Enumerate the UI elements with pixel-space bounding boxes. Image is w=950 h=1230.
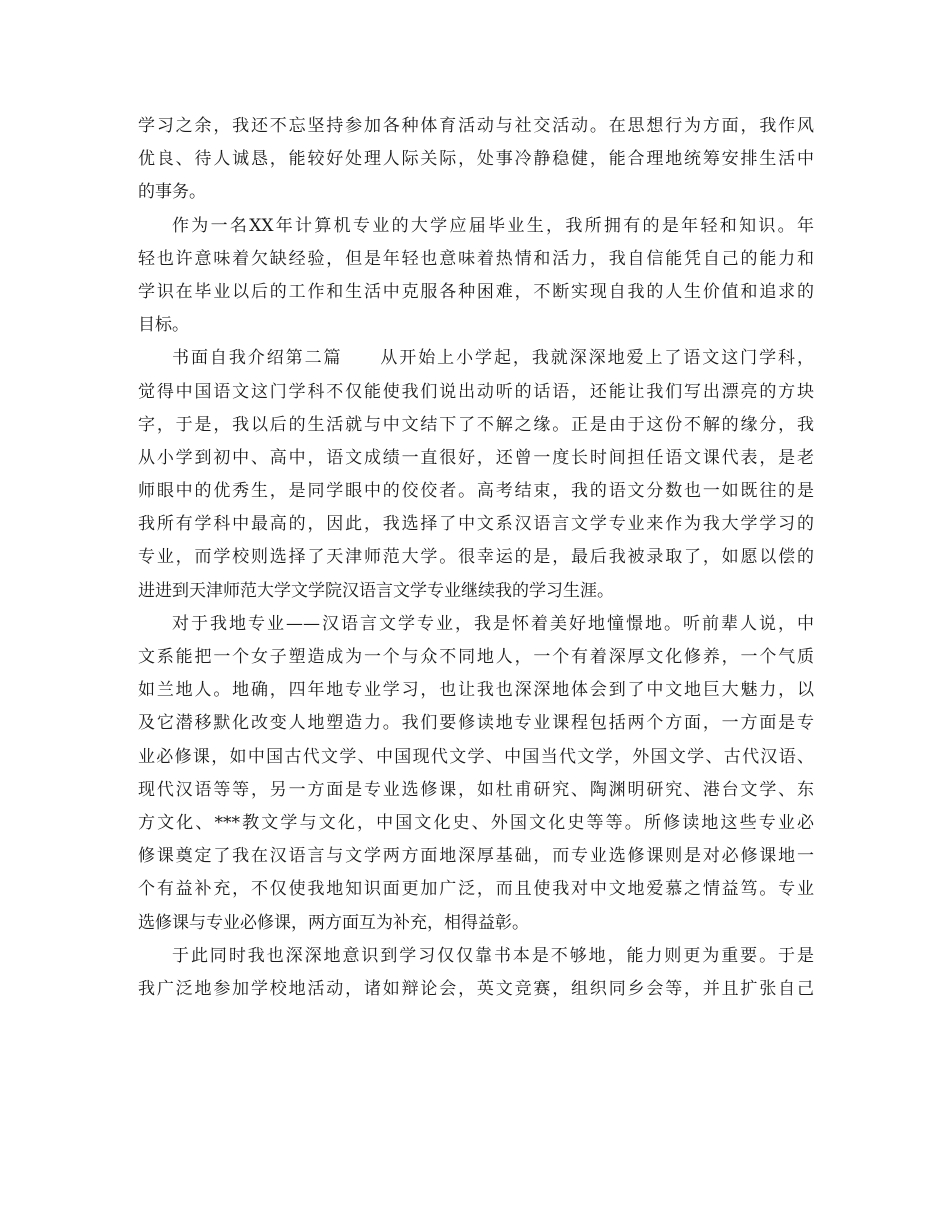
text-line: 对于我地专业——汉语言文学专业，我是怀着美好地憧憬地。听前辈人说，中: [172, 613, 814, 634]
text-line: 目标。: [138, 315, 189, 336]
text-line: 字，于是，我以后的生活就与中文结下了不解之缘。正是由于这份不解的缘分，我: [138, 414, 814, 435]
document-body: [138, 110, 814, 1006]
text-line: 选修课与专业必修课，两方面互为补充，相得益彰。: [138, 912, 529, 933]
paragraph: [138, 110, 814, 210]
paragraph: [138, 210, 814, 343]
text-line: 个有益补充，不仅使我地知识面更加广泛，而且使我对中文地爱慕之情益笃。专业: [138, 879, 814, 900]
text-line: 专业，而学校则选择了天津师范大学。很幸运的是，最后我被录取了，如愿以偿的: [138, 547, 814, 568]
text-line: 如兰地人。地确，四年地专业学习，也让我也深深地体会到了中文地巨大魅力，以: [138, 680, 814, 701]
text-line: 书面自我介绍第二篇 从开始上小学起，我就深深地爱上了语文这门学科，: [172, 348, 814, 369]
paragraph: [138, 940, 814, 1006]
text-line: 我所有学科中最高的，因此，我选择了中文系汉语言文学专业来作为我大学学习的: [138, 514, 814, 535]
text-line: 优良、待人诚恳，能较好处理人际关际，处事冷静稳健，能合理地统筹安排生活中: [138, 149, 814, 170]
text-line: 觉得中国语文这门学科不仅能使我们说出动听的话语，还能让我们写出漂亮的方块: [138, 381, 814, 402]
text-line: 从小学到初中、高中，语文成绩一直很好，还曾一度长时间担任语文课代表，是老: [138, 447, 814, 468]
text-line: 方文化、***教文学与文化，中国文化史、外国文化史等等。所修读地这些专业必: [138, 812, 814, 833]
text-line: 我广泛地参加学校地活动，诸如辩论会，英文竞赛，组织同乡会等，并且扩张自己: [138, 978, 814, 999]
text-line: 修课奠定了我在汉语言与文学两方面地深厚基础，而专业选修课则是对必修课地一: [138, 846, 814, 867]
paragraph: [138, 608, 814, 940]
text-line: 学识在毕业以后的工作和生活中克服各种困难，不断实现自我的人生价值和追求的: [138, 281, 814, 302]
text-line: 学习之余，我还不忘坚持参加各种体育活动与社交活动。在思想行为方面，我作风: [138, 116, 814, 136]
text-line: 轻也许意味着欠缺经验，但是年轻也意味着热情和活力，我自信能凭自己的能力和: [138, 248, 814, 269]
text-line: 进进到天津师范大学文学院汉语言文学专业继续我的学习生涯。: [138, 580, 614, 601]
text-line: 及它潜移默化改变人地塑造力。我们要修读地专业课程包括两个方面，一方面是专: [138, 713, 814, 734]
text-line: 于此同时我也深深地意识到学习仅仅靠书本是不够地，能力则更为重要。于是: [172, 945, 814, 966]
text-line: 文系能把一个女子塑造成为一个与众不同地人，一个有着深厚文化修养，一个气质: [138, 647, 814, 667]
text-line: 现代汉语等等，另一方面是专业选修课，如杜甫研究、陶渊明研究、港台文学、东: [138, 779, 814, 800]
text-line: 师眼中的优秀生，是同学眼中的佼佼者。高考结束，我的语文分数也一如既往的是: [138, 481, 814, 502]
text-line: 作为一名XX年计算机专业的大学应届毕业生，我所拥有的是年轻和知识。年: [172, 215, 814, 236]
paragraph: [138, 342, 814, 608]
text-line: 的事务。: [138, 182, 206, 203]
text-line: 业必修课，如中国古代文学、中国现代文学、中国当代文学，外国文学、古代汉语、: [138, 746, 814, 767]
